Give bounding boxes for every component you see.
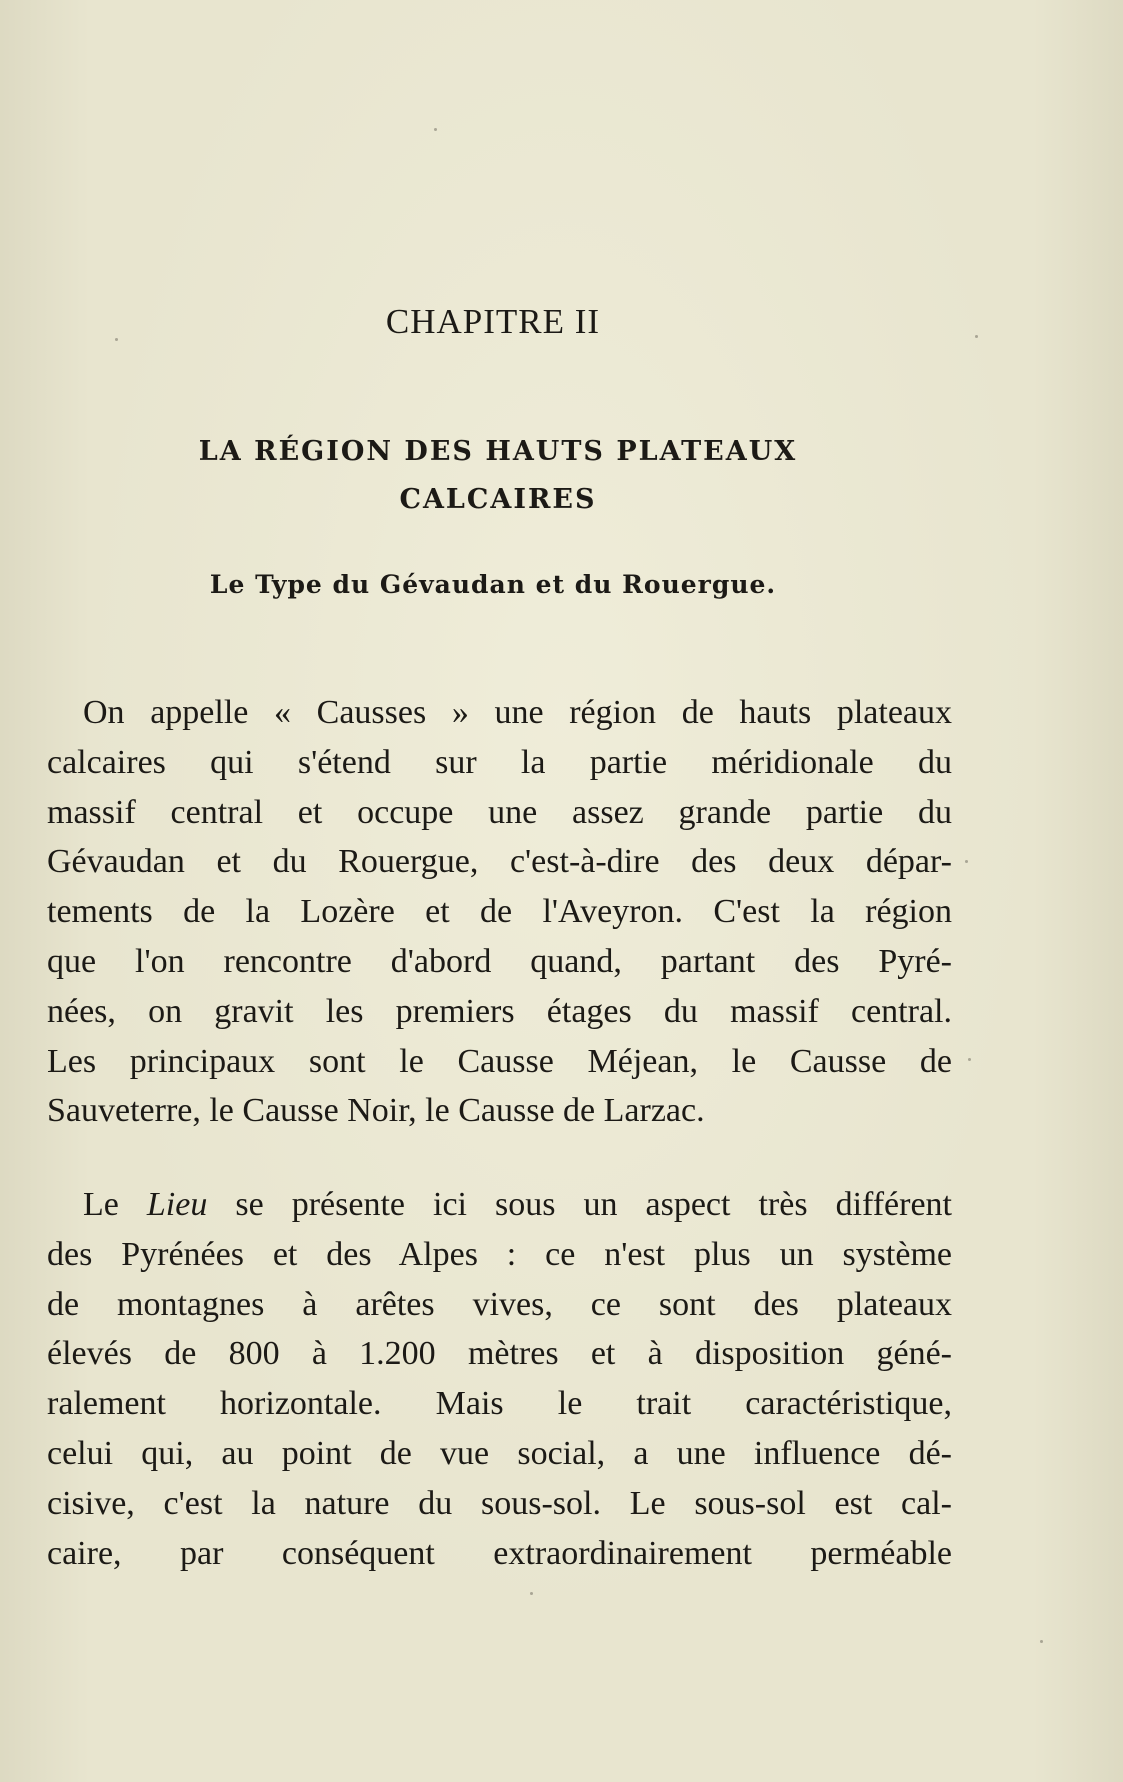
text-fragment: Le [83, 1186, 147, 1223]
text-fragment: se présente ici sous un aspect très différent [207, 1186, 953, 1223]
text-line: de montagnes à arêtes vives, ce sont des plateaux [47, 1285, 952, 1323]
chapter-subtitle: Le Type du Gévaudan et du Rouergue. [209, 570, 777, 599]
paper-speck [968, 1058, 971, 1061]
paper-speck [530, 1592, 533, 1595]
paragraph-causses [47, 688, 952, 1136]
text-line [47, 1180, 952, 1230]
paper-speck [975, 335, 978, 338]
text-line: des Pyrénées et des Alpes : ce n'est plus un système [47, 1235, 952, 1273]
text-line: celui qui, au point de vue social, a une influence dé- [47, 1434, 952, 1472]
italic-term: Lieu [146, 1186, 208, 1223]
text-line: Les principaux sont le Causse Méjean, le Causse de [47, 1042, 952, 1080]
text-line: Sauveterre, le Causse Noir, le Causse de Larzac. [47, 1092, 705, 1130]
text-line: caire, par conséquent extraordinairement perméable [47, 1534, 952, 1572]
paragraph-lieu [47, 1180, 952, 1578]
text-line: cisive, c'est la nature du sous-sol. Le sous-sol est cal- [47, 1484, 952, 1522]
text-line: Gévaudan et du Rouergue, c'est-à-dire des deux dépar- [47, 843, 952, 881]
text-line: tements de la Lozère et de l'Aveyron. C'est la région [47, 893, 952, 931]
chapter-title-line: CALCAIRES [399, 484, 597, 515]
text-line: calcaires qui s'étend sur la partie méridionale du [47, 743, 952, 781]
text-line: On appelle « Causses » une région de hauts plateaux [83, 694, 952, 731]
paper-speck [434, 128, 437, 131]
text-line: nées, on gravit les premiers étages du massif central. [47, 992, 952, 1030]
paper-speck [965, 860, 968, 863]
chapter-number: CHAPITRE II [385, 302, 601, 341]
text-line: ralement horizontale. Mais le trait caractéristique, [47, 1385, 952, 1423]
text-line: élevés de 800 à 1.200 mètres et à disposition géné- [47, 1335, 952, 1373]
paper-speck [115, 338, 118, 341]
text-line: que l'on rencontre d'abord quand, partant des Pyré- [47, 942, 952, 980]
chapter-title-line: LA RÉGION DES HAUTS PLATEAUX [198, 436, 798, 467]
text-line: massif central et occupe une assez grande partie du [47, 793, 952, 831]
chapter-title [100, 428, 896, 524]
paper-speck [1040, 1640, 1043, 1643]
